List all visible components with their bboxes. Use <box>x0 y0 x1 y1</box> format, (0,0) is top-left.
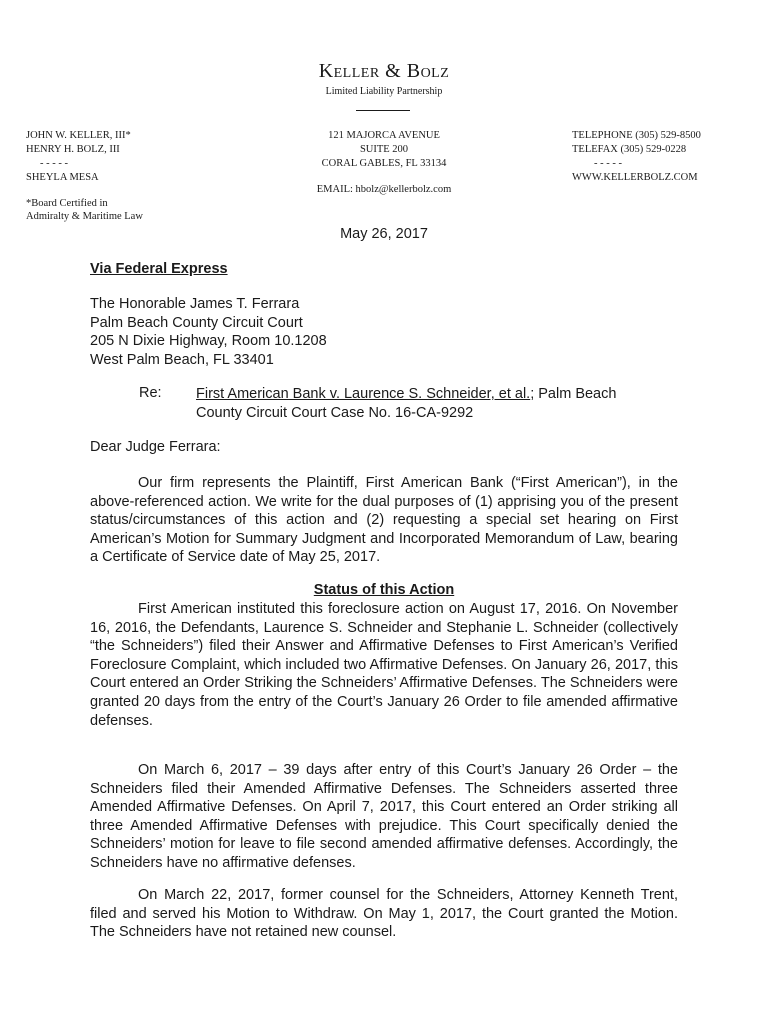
firm-subtitle: Limited Liability Partnership <box>325 86 443 97</box>
attorney-list <box>26 129 131 185</box>
telefax: TELEFAX (305) 529-0228 <box>572 144 687 155</box>
recipient-line: The Honorable James T. Ferrara <box>90 296 300 312</box>
address-line: 121 MAJORCA AVENUE <box>328 130 440 141</box>
delivery-method: Via Federal Express <box>90 261 228 277</box>
address-line: CORAL GABLES, FL 33134 <box>321 158 447 169</box>
firm-email: EMAIL: hbolz@kellerbolz.com <box>316 184 452 195</box>
attorney-separator: - - - - - <box>40 158 68 169</box>
address-line: SUITE 200 <box>359 144 409 155</box>
attorney-name: HENRY H. BOLZ, III <box>26 144 120 155</box>
letter-date: May 26, 2017 <box>340 226 428 242</box>
website: WWW.KELLERBOLZ.COM <box>572 172 698 183</box>
firm-name: Keller & Bolz <box>318 60 450 82</box>
certification-note <box>26 197 143 223</box>
body-paragraph: On March 6, 2017 – 39 days after entry of this Court’s January 26 Order – the Schneiders filed their Amended Affirmative Defenses. The Schneiders asserted three Amended Affirmative Defenses. On April 7, 2017, this Court entered an Order striking all three Amended Affirmative Defenses with prejudice. This Court specifically denied the Schneiders’ motion for leave to file second amended affirmative defenses. Accordingly, the Schneiders have no affirmative defenses. <box>90 762 678 871</box>
firm-contact <box>572 129 701 185</box>
re-subject <box>196 385 636 422</box>
attorney-name: JOHN W. KELLER, III* <box>26 130 131 141</box>
section-heading: Status of this Action <box>313 582 455 598</box>
recipient-address <box>90 295 327 369</box>
recipient-line: 205 N Dixie Highway, Room 10.1208 <box>90 333 327 349</box>
firm-address <box>300 129 468 171</box>
body-paragraph: Our firm represents the Plaintiff, First American Bank (“First American”), in the above-referenced action. We write for the dual purposes of (1) apprising you of the present status/circumstances of this action and (2) requesting a special set hearing on First American’s Motion for Summary Judgment and Incorporated Memorandum of Law, bearing a Certificate of Service date of May 25, 2017. <box>90 475 678 566</box>
salutation: Dear Judge Ferrara: <box>90 439 221 455</box>
re-label: Re: <box>139 385 162 401</box>
certification-line: *Board Certified in <box>26 198 108 209</box>
body-paragraph: On March 22, 2017, former counsel for the Schneiders, Attorney Kenneth Trent, filed and served his Motion to Withdraw. On May 1, 2017, the Court granted the Motion. The Schneiders have not retained new counsel. <box>90 887 678 941</box>
case-details: ; Palm Beach County Circuit Court Case No. 16-CA-9292 <box>196 386 617 421</box>
attorney-name: SHEYLA MESA <box>26 172 99 183</box>
contact-separator: - - - - - <box>594 158 622 169</box>
body-paragraph: First American instituted this foreclosure action on August 17, 2016. On November 16, 2016, the Defendants, Laurence S. Schneider and Stephanie L. Schneider (collectively “the Schneiders”) filed their Answer and Affirmative Defenses to First American’s Verified Foreclosure Complaint, which included two Affirmative Defenses. On January 26, 2017, this Court entered an Order Striking the Schneiders’ Affirmative Defenses. The Schneiders were granted 20 days from the entry of the Court’s January 26 Order to file amended affirmative defenses. <box>90 601 678 729</box>
certification-line: Admiralty & Maritime Law <box>26 211 143 222</box>
recipient-line: West Palm Beach, FL 33401 <box>90 351 274 368</box>
recipient-line: Palm Beach County Circuit Court <box>90 314 303 331</box>
letterhead-divider <box>356 110 410 111</box>
telephone: TELEPHONE (305) 529-8500 <box>572 130 701 141</box>
case-title: First American Bank v. Laurence S. Schneider, et al. <box>196 386 531 402</box>
